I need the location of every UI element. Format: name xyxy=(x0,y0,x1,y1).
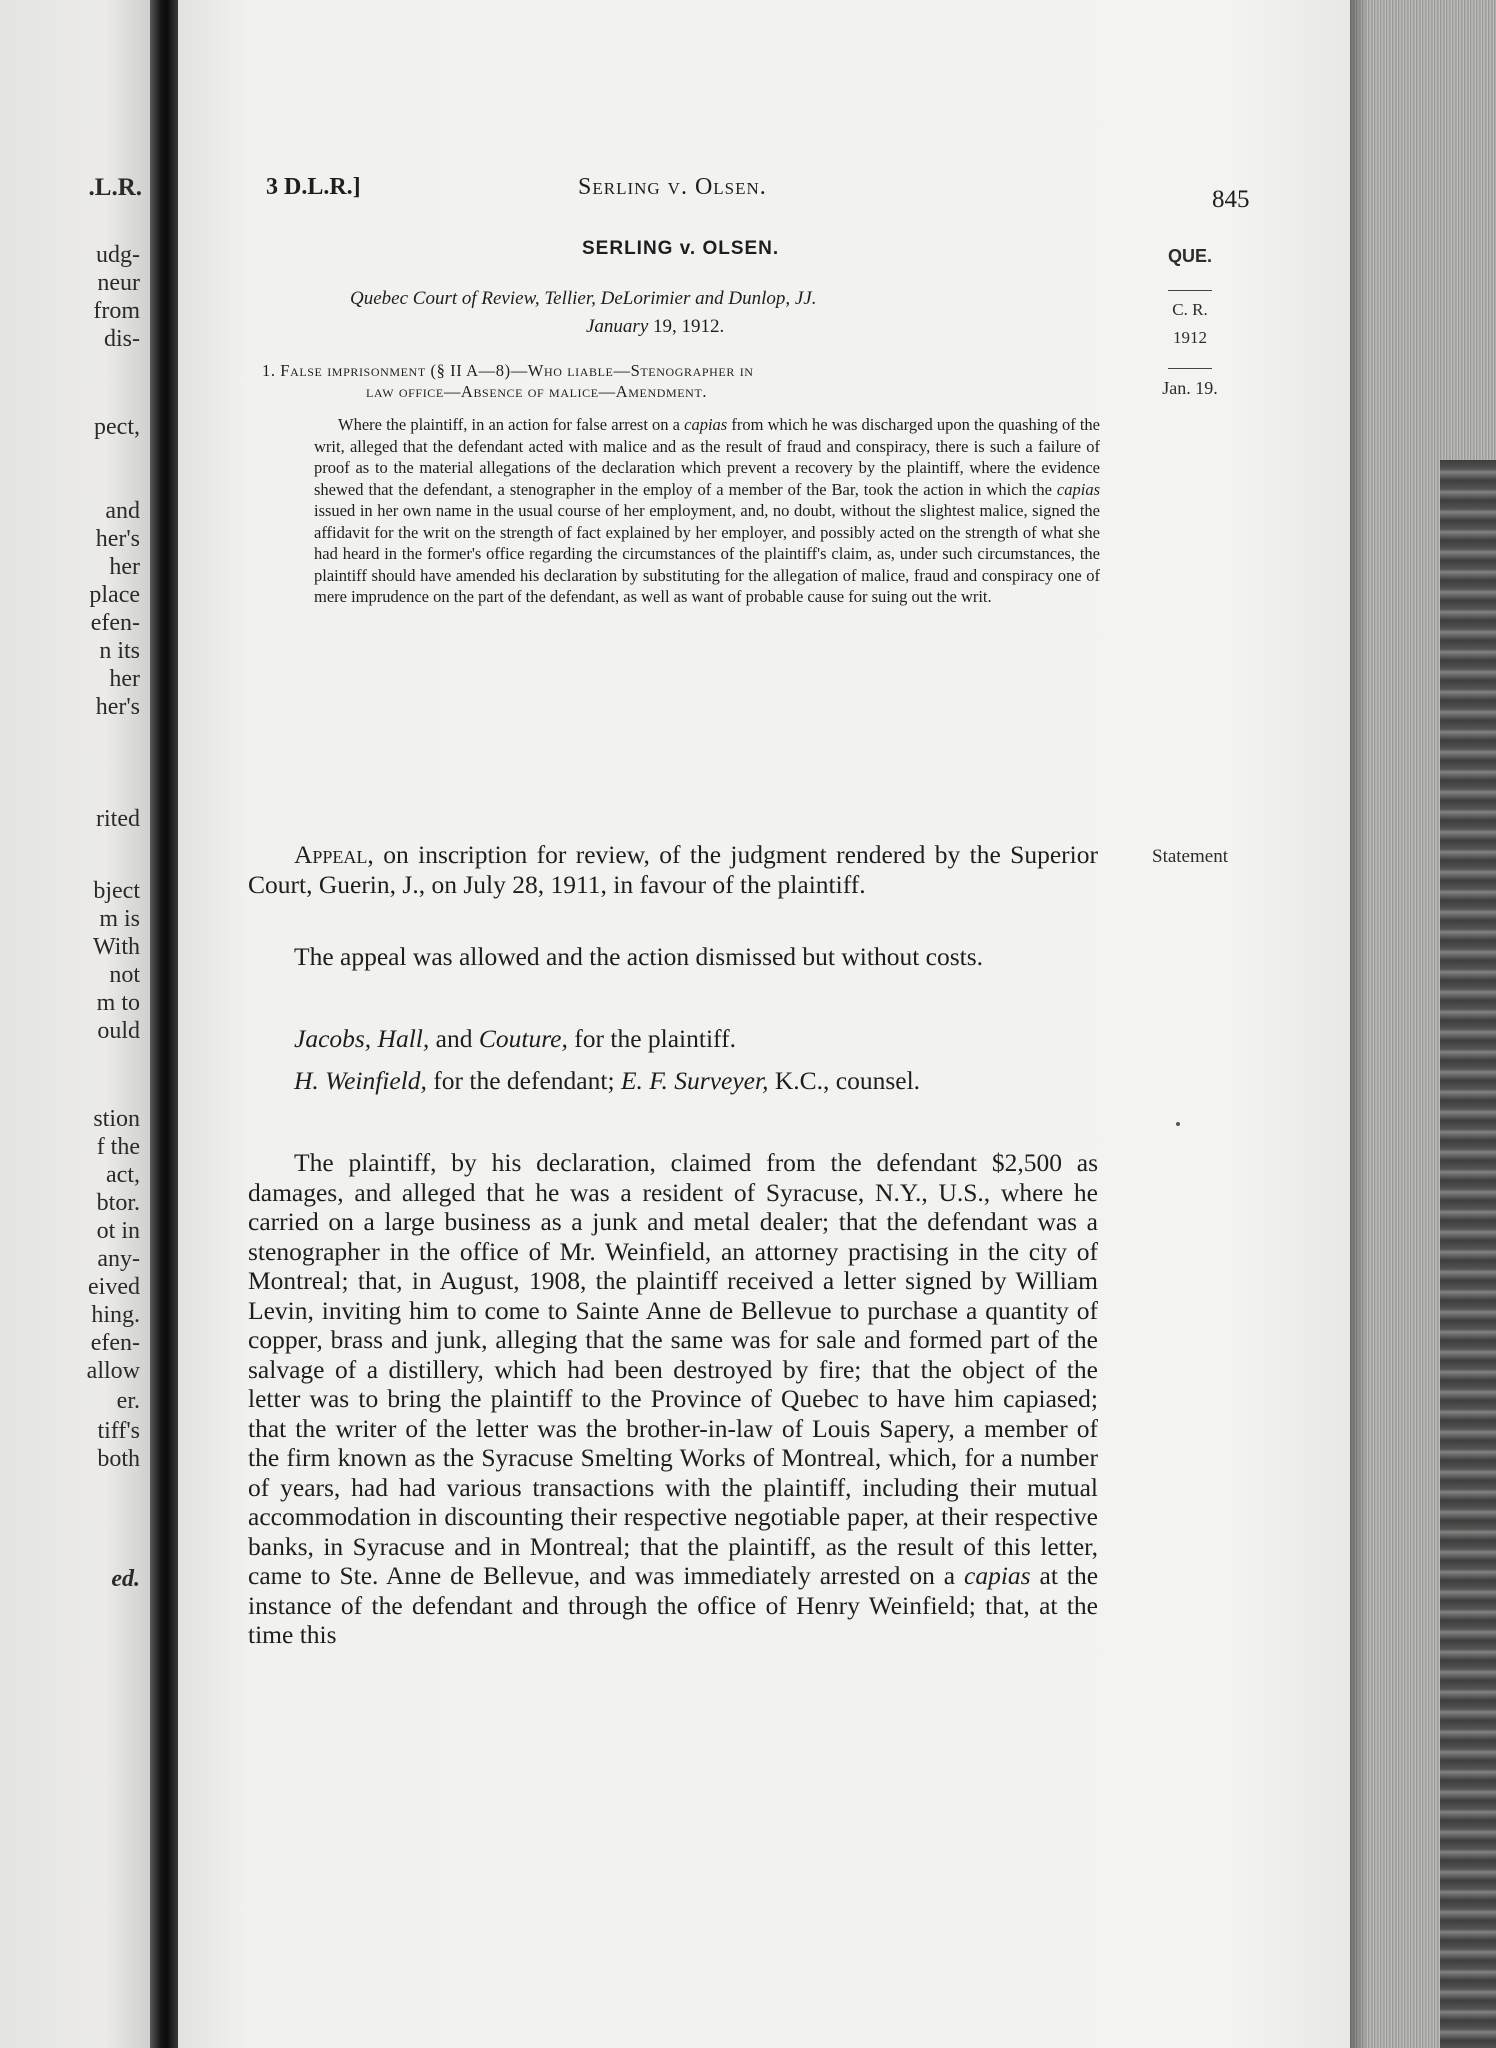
prev-page-fragment: and xyxy=(105,498,140,524)
headnote-capias-1: capias xyxy=(684,415,728,434)
headnote-title-line2: law office—Absence of malice—Amendment. xyxy=(366,382,708,401)
appeal-text: on inscription for review, of the judgment rendered by the Superior Court, Guerin, J., on July 28, 1911, in favour of the plaintiff. xyxy=(248,840,1099,899)
court-line: Quebec Court of Review, Tellier, DeLorimier and Dunlop, JJ. xyxy=(350,288,817,309)
prev-page-fragment: ot in xyxy=(96,1218,140,1244)
counsel-defendant-name2: E. F. Surveyer, xyxy=(620,1066,769,1095)
headnote-title xyxy=(262,360,1108,402)
prev-page-fragment: bject xyxy=(93,878,140,904)
prev-page-fragment: tiff's xyxy=(97,1418,140,1444)
body-paragraph xyxy=(248,1148,1098,1650)
prev-page-fragment: efen- xyxy=(90,610,140,636)
date-line xyxy=(586,316,724,338)
appeal-paragraph xyxy=(248,840,1098,899)
prev-page-fragment: her xyxy=(109,666,140,692)
prev-page-fragment: both xyxy=(97,1446,140,1472)
prev-page-fragment: m is xyxy=(99,906,140,932)
book-gutter xyxy=(150,0,178,2048)
prev-page-fragment: her xyxy=(109,554,140,580)
counsel-and: and xyxy=(435,1024,473,1053)
margin-province: QUE. xyxy=(1167,246,1212,266)
counsel-defendant xyxy=(248,1066,1098,1096)
headnote-text-3: issued in her own name in the usual course of her employment, and, no doubt, without the slightest malice, signed the affidavit for the writ on the strength of fact explained by her employer, and possibly acted on the strength of what she had heard in the former's office regarding the circumstances of the plaintiff's claim, as, under such circumstances, the plaintiff should have amended his declaration by substituting for the allegation of malice, fraud and conspiracy one of mere imprudence on the part of the defendant, as well as want of probable cause for suing out the writ. xyxy=(314,501,1100,606)
prev-page-fragment: dis- xyxy=(104,326,140,352)
prev-page-fragment: m to xyxy=(96,990,140,1016)
prev-page-fragment: ould xyxy=(97,1018,140,1044)
counsel-defendant-rest: K.C., counsel. xyxy=(774,1066,921,1095)
prev-page-fragment: f the xyxy=(96,1134,140,1160)
margin-rule xyxy=(1168,290,1212,291)
margin-date: Jan. 19. xyxy=(1162,378,1218,398)
speck xyxy=(1176,1122,1180,1126)
margin-court: C. R. xyxy=(1172,300,1208,319)
prev-page-fragment: her's xyxy=(95,526,140,552)
headnote-title-line1: 1. False imprisonment (§ II A—8)—Who liable—Stenographer in xyxy=(262,361,754,380)
counsel-defendant-name: H. Weinfield, xyxy=(294,1066,427,1095)
date-rest: 19, 1912. xyxy=(653,316,725,337)
running-head-title: Serling v. Olsen. xyxy=(578,174,767,200)
headnote-text-1: Where the plaintiff, in an action for false arrest on a xyxy=(338,415,680,434)
body-text-1: The plaintiff, by his declaration, claimed from the defendant $2,500 as damages, and alleged that he was a resident of Syracuse, N.Y., U.S., where he carried on a large business as a junk and metal dealer; that the defendant was a stenographer in the office of Mr. Weinfield, an attorney practising in the city of Montreal; that, in August, 1908, the plaintiff received a letter signed by William Levin, inviting him to come to Sainte Anne de Bellevue to purchase a quantity of copper, brass and junk, alleging that the same was for sale and formed part of the salvage of a distillery, which had been destroyed by fire; that the object of the letter was to bring the plaintiff to the Province of Quebec to have him capiased; that the writer of the letter was the brother-in-law of Louis Sapery, a member of the firm known as the Syracuse Smelting Works of Montreal, which, for a number of years, had had various transactions with the plaintiff, including their mutual accommodation in discounting their respective negotiable paper, at their respective banks, in Syracuse and in Montreal; that the plaintiff, as the result of this letter, came to Ste. Anne de Bellevue, and was immediately arrested on a xyxy=(248,1148,1098,1590)
prev-page-fragment: her's xyxy=(95,694,140,720)
body-capias: capias xyxy=(964,1561,1031,1590)
headnote-capias-2: capias xyxy=(1056,479,1100,499)
body-text-2: at the instance of the defendant and through the office of Henry Weinfield; that, at the time this xyxy=(248,1561,1099,1649)
appeal-lead: Appeal, xyxy=(294,840,374,869)
prev-page-fragment: eived xyxy=(88,1274,140,1300)
previous-page xyxy=(0,0,150,2048)
prev-page-fragment: udg- xyxy=(96,242,140,268)
counsel-plaintiff-name2: Couture, xyxy=(478,1024,568,1053)
counsel-plaintiff-names: Jacobs, Hall, xyxy=(294,1024,430,1053)
headnote-body xyxy=(314,414,1100,608)
prev-page-fragment: act, xyxy=(106,1162,140,1188)
margin-year: 1912 xyxy=(1173,328,1207,347)
prev-page-fragment: ed. xyxy=(111,1566,140,1592)
margin-rule xyxy=(1168,368,1212,369)
prev-page-fragment: allow xyxy=(86,1358,140,1384)
prev-page-fragment: btor. xyxy=(96,1190,140,1216)
running-head-volume: 3 D.L.R.] xyxy=(266,174,361,200)
prev-page-fragment: er. xyxy=(116,1388,140,1414)
margin-statement: Statement xyxy=(1152,846,1228,867)
page-edge-dark xyxy=(1440,460,1496,2048)
prev-page-fragment: from xyxy=(93,298,140,324)
date-month: January xyxy=(586,316,649,337)
prev-page-fragment: neur xyxy=(97,270,140,296)
page-edge-shadow xyxy=(1350,0,1368,2048)
prev-page-header: .L.R. xyxy=(88,174,142,201)
prev-page-fragment: stion xyxy=(93,1106,140,1132)
page-number: 845 xyxy=(1212,186,1250,213)
counsel-plaintiff xyxy=(248,1024,1098,1054)
case-title: SERLING v. OLSEN. xyxy=(582,238,780,259)
prev-page-fragment: efen- xyxy=(90,1330,140,1356)
counsel-defendant-mid: for the defendant; xyxy=(433,1066,615,1095)
prev-page-fragment: any- xyxy=(97,1246,140,1272)
prev-page-fragment: hing. xyxy=(91,1302,140,1328)
prev-page-fragment: With xyxy=(92,934,140,960)
prev-page-fragment: not xyxy=(109,962,140,988)
counsel-plaintiff-rest: for the plaintiff. xyxy=(574,1024,736,1053)
prev-page-fragment: n its xyxy=(99,638,140,664)
disposition-paragraph: The appeal was allowed and the action dismissed but without costs. xyxy=(294,942,984,971)
headnote-text-2: from which he was discharged upon the quashing of the writ, alleged that the defendant acted with malice and as the result of fraud and conspiracy, there is such a failure of proof as to the material allegations of the declaration which prevent a recovery by the plaintiff, where the evidence shewed that the defendant, a stenographer in the employ of a member of the Bar, took the action in which the xyxy=(314,415,1101,499)
prev-page-fragment: pect, xyxy=(94,414,140,440)
prev-page-fragment: rited xyxy=(96,806,140,832)
prev-page-fragment: place xyxy=(89,582,140,608)
